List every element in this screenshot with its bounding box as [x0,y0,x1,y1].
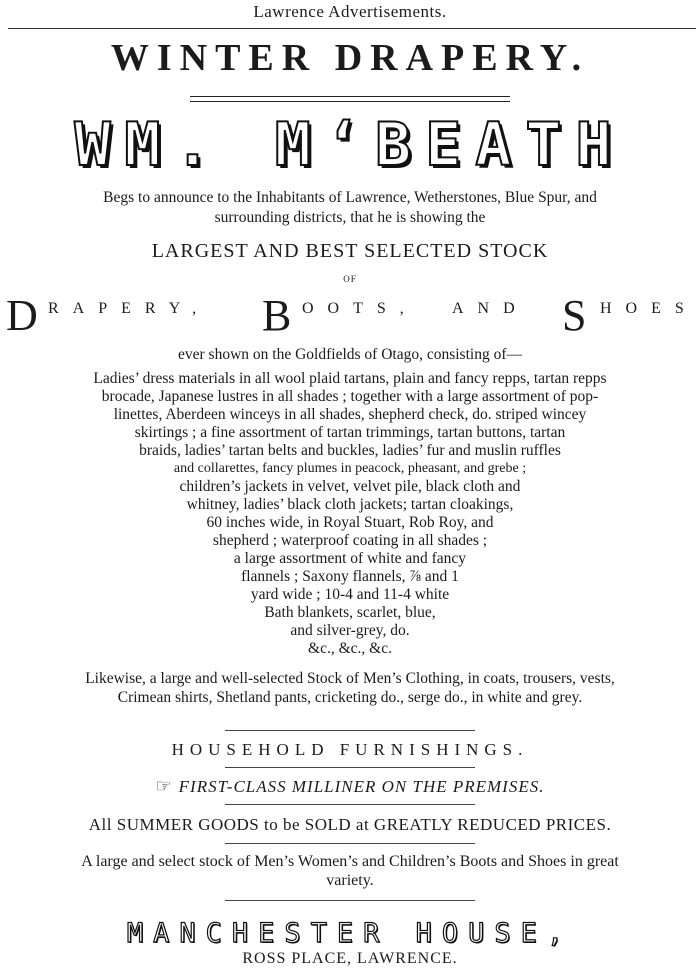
likewise-line-2: Crimean shirts, Shetland pants, cricketing do., serge do., in white and grey. [117,689,583,706]
goods-line: flannels ; Saxony flannels, ⅞ and 1 [241,568,459,585]
goods-line: and silver-grey, do. [290,622,410,639]
goods-line: Ladies’ dress materials in all wool plaid tartans, plain and fancy repps, tartan repps [93,370,607,387]
pointing-hand-icon: ☞ [155,776,173,796]
goods-line: children’s jackets in velvet, velvet pile, black cloth and [179,478,521,495]
goods-line: linettes, Aberdeen winceys in all shades, shepherd check, do. striped wincey [113,406,587,423]
goods-line: a large assortment of white and fancy [233,550,467,567]
goods-line: and collarettes, fancy plumes in peacock, pheasant, and grebe ; [173,461,527,476]
likewise-line-1: Likewise, a large and well-selected Stock of Men’s Clothing, in coats, trousers, vests, [85,670,615,687]
goods-line: &c., &c., &c. [308,640,392,657]
goods-line: whitney, ladies’ black cloth jackets; tartan cloakings, [186,496,514,513]
boots-line-2: variety. [326,872,374,889]
goods-line: yard wide ; 10-4 and 11-4 white [250,586,450,603]
drapery-rest: RAPERY, [48,300,211,317]
milliner-notice [0,776,700,797]
goods-line: brocade, Japanese lustres in all shades ; together with a large assortment of pop- [101,388,599,405]
goods-line: 60 inches wide, in Royal Stuart, Rob Roy, and [206,514,494,531]
milliner-text: FIRST-CLASS MILLINER ON THE PREMISES. [178,777,545,796]
merchant-name: WM. M‘BEATH [74,110,626,180]
store-address: ROSS PLACE, LAWRENCE. [242,950,458,967]
consisting-line: ever shown on the Goldfields of Otago, consisting of— [178,346,522,363]
separator-rule [225,767,475,768]
goods-line: shepherd ; waterproof coating in all shades ; [212,532,488,549]
boots-line-1: A large and select stock of Men’s Women’s and Children’s Boots and Shoes in great [81,853,619,870]
intro-line-2: surrounding districts, that he is showing the [214,209,486,226]
boots-rest: OOTS, [302,300,418,317]
shoes-rest: HOES [600,300,698,317]
header-rule [8,28,696,29]
separator-rule [225,804,475,805]
goods-line: Bath blankets, scarlet, blue, [264,604,436,621]
separator-rule [225,843,475,844]
goods-line: braids, ladies’ tartan belts and buckles, ladies’ fur and muslin ruffles [139,442,561,459]
store-name: MANCHESTER HOUSE, [126,918,574,949]
separator-rule [225,730,475,731]
boots-initial: B [262,291,292,340]
shoes-initial: S [562,291,587,340]
intro-line-1: Begs to announce to the Inhabitants of Lawrence, Wetherstones, Blue Spur, and [103,189,597,206]
largest-stock-heading: LARGEST AND BEST SELECTED STOCK [151,240,549,262]
household-heading: HOUSEHOLD FURNISHINGS. [171,740,529,759]
separator-rule [225,900,475,901]
drapery-initial: D [6,291,38,340]
drapery-boots-shoes-heading [6,292,696,340]
and-word: AND [452,300,529,317]
summer-sale-notice: All SUMMER GOODS to be SOLD at GREATLY REDUCED PRICES. [88,815,612,834]
page-header: Lawrence Advertisements. [253,2,447,21]
goods-line: skirtings ; a fine assortment of tartan trimmings, tartan buttons, tartan [134,424,566,441]
ad-title: WINTER DRAPERY. [110,37,590,79]
of-word: OF [343,274,357,284]
title-rule [190,96,510,102]
